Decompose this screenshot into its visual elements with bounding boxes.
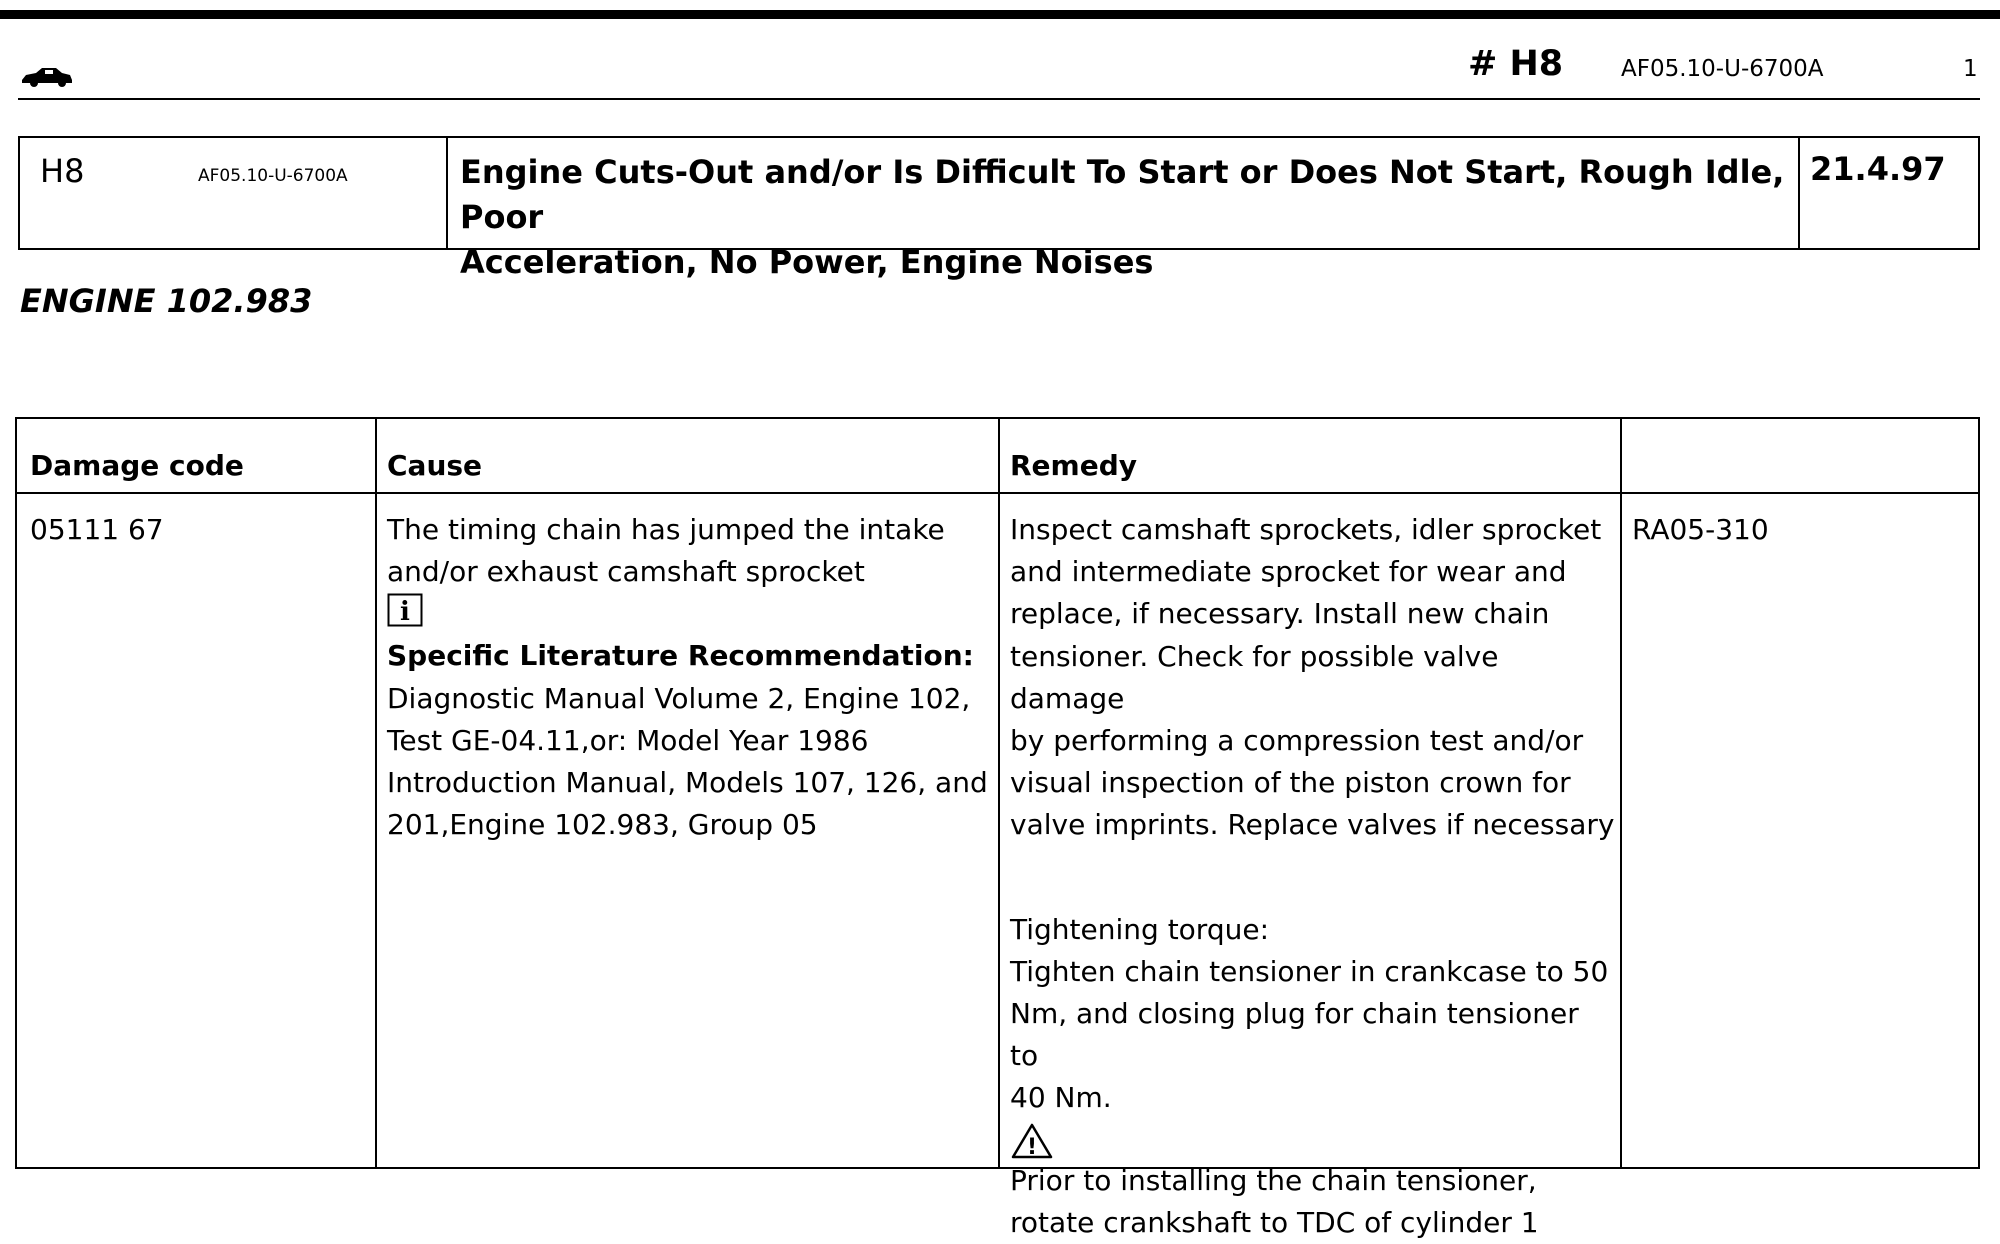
column-divider [998, 419, 1000, 1167]
title-line-2: Acceleration, No Power, Engine Noises [460, 243, 1154, 281]
title-text-cell [448, 138, 1800, 281]
title-code-cell [20, 138, 448, 248]
remedy-line: Inspect camshaft sprockets, idler sprocket [1010, 513, 1602, 546]
svg-text:i: i [400, 597, 410, 628]
column-divider [375, 419, 377, 1167]
header-remedy: Remedy [1010, 449, 1138, 482]
cause-cell [387, 509, 992, 846]
torque-line: 40 Nm. [1010, 1081, 1112, 1115]
remedy-line: visual inspection of the piston crown for [1010, 766, 1571, 800]
remedy-line: and intermediate sprocket for wear and [1010, 555, 1567, 589]
remedy-cell [1010, 509, 1615, 1244]
reference-code: RA05-310 [1632, 513, 1769, 546]
svg-text:!: ! [1026, 1134, 1038, 1160]
header-rule [18, 98, 1980, 100]
torque-line: Nm, and closing plug for chain tensioner to [1010, 997, 1579, 1073]
title-code: H8 [40, 152, 85, 190]
remedy-line: tensioner. Check for possible valve damage [1010, 639, 1499, 715]
info-icon [387, 593, 423, 627]
title-line-1: Engine Cuts-Out and/or Is Difficult To Start or Does Not Start, Rough Idle, Poor [460, 153, 1785, 236]
title-document-number: AF05.10-U-6700A [198, 166, 348, 186]
reference-cell [1632, 509, 1967, 551]
literature-line: Introduction Manual, Models 107, 126, and [387, 766, 988, 800]
column-divider [1620, 419, 1622, 1167]
cause-line: The timing chain has jumped the intake [387, 513, 945, 546]
engine-title: ENGINE 102.983 [20, 282, 313, 320]
header-cause: Cause [387, 449, 483, 482]
cause-line: and/or exhaust camshaft sprocket [387, 555, 865, 589]
torque-label: Tightening torque: [1010, 912, 1269, 946]
car-icon [20, 64, 74, 88]
page-number: 1 [1963, 56, 1978, 82]
warning-line: rotate crankshaft to TDC of cylinder 1 [1010, 1205, 1539, 1239]
remedy-line: replace, if necessary. Install new chain [1010, 597, 1550, 631]
literature-line: Test GE-04.11,or: Model Year 1986 [387, 723, 869, 757]
damage-code-cell [30, 509, 360, 551]
warning-icon [1010, 1122, 1054, 1160]
remedy-line: by performing a compression test and/or [1010, 724, 1584, 758]
literature-label: Specific Literature Recommendation: [387, 639, 974, 673]
title-box [18, 136, 1980, 281]
torque-line: Tighten chain tensioner in crankcase to 50 [1010, 954, 1609, 988]
header-damage-code: Damage code [30, 449, 244, 482]
literature-line: 201,Engine 102.983, Group 05 [387, 808, 818, 842]
header-document-number: AF05.10-U-6700A [1621, 56, 1824, 82]
title-date: 21.4.97 [1810, 150, 1946, 188]
damage-table [15, 417, 1980, 1239]
warning-line: Prior to installing the chain tensioner, [1010, 1163, 1537, 1197]
literature-line: Diagnostic Manual Volume 2, Engine 102, [387, 681, 971, 715]
remedy-line: valve imprints. Replace valves if necessary [1010, 808, 1615, 842]
header-code: # H8 [1468, 44, 1564, 84]
damage-code: 05111 67 [30, 513, 164, 546]
page-header [0, 40, 2000, 100]
top-bar [0, 10, 2000, 19]
